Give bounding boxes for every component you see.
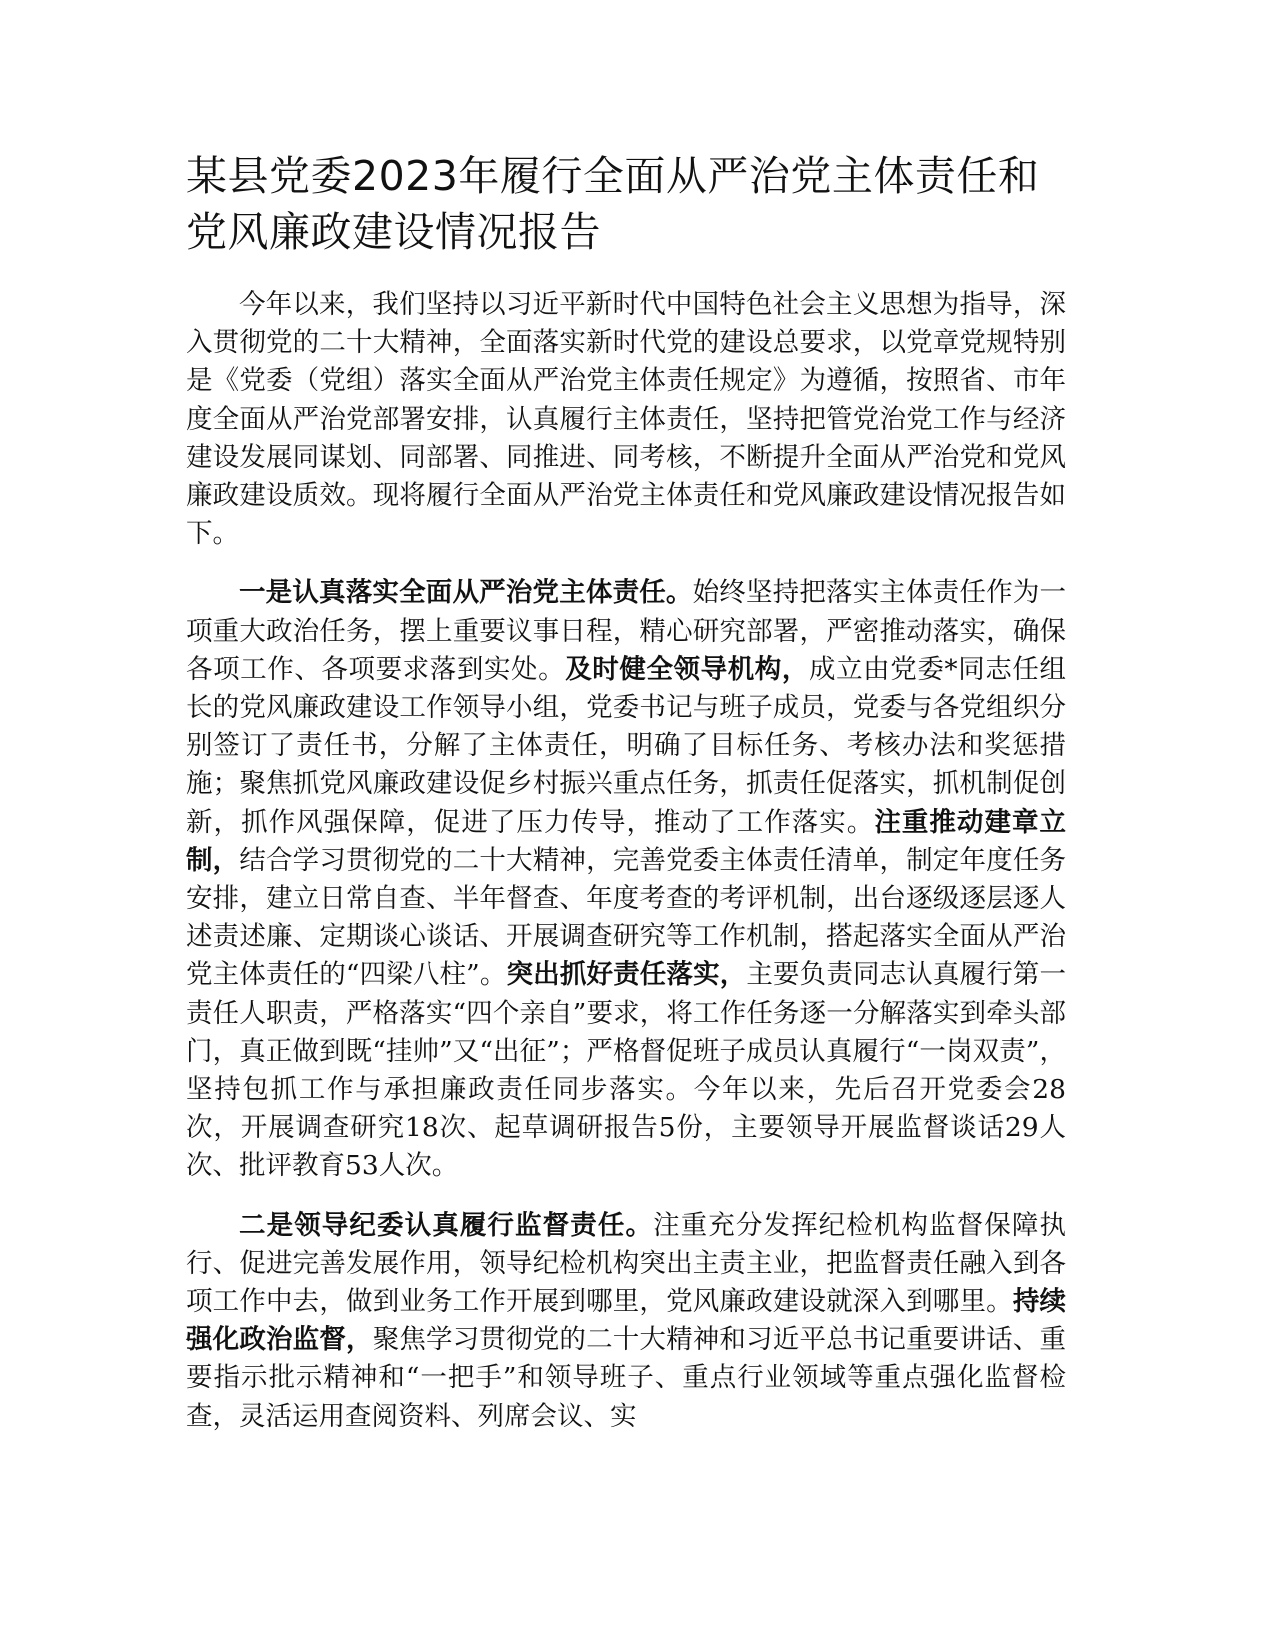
section-1-subheading-leadership: 及时健全领导机构， xyxy=(565,653,809,685)
section-2-supervision-text: 聚焦学习贯彻党的二十大精神和习近平总书记重要讲话、重要指示批示精神和“一把手”和领导班子、重点行业领域等重点强化监督检查，灵活运用查阅资料、列席会议、实 xyxy=(186,1324,1066,1432)
section-1-subheading-responsibility: 突出抓好责任落实， xyxy=(506,959,747,991)
section-2-text: 注重充分发挥纪检机构监督保障执行、促进完善发展作用，领导纪检机构突出主责主业，把监督责任融入到各项工作中去，做到业务工作开展到哪里，党风廉政建设就深入到哪里。 xyxy=(186,1209,1067,1318)
section-1-leadership-text: 成立由党委*同志任组长的党风廉政建设工作领导小组，党委书记与班子成员，党委与各党组织分别签订了责任书，分解了主体责任，明确了目标任务、考核办法和奖惩措施；聚焦抓党风廉政建设促乡村振兴重点任务，抓责任促落实，抓机制促创新，抓作风强保障，促进了压力传导，推动了工作落实。 xyxy=(186,653,1067,838)
section-1-paragraph xyxy=(186,574,1066,1185)
section-1-rules-text: 结合学习贯彻党的二十大精神，完善党委主体责任清单，制定年度任务安排，建立日常自查、半年督查、年度考查的考评机制，出台逐级逐层逐人述责述廉、定期谈心谈话、开展调查研究等工作机制，搭起落实全面从严治党主体责任的“四梁八柱”。 xyxy=(186,844,1066,991)
section-2-heading: 二是领导纪委认真履行监督责任。 xyxy=(239,1209,654,1241)
document-title: 某县党委2023年履行全面从严治党主体责任和党风廉政建设情况报告 xyxy=(186,152,1040,256)
section-1-heading: 一是认真落实全面从严治党主体责任。 xyxy=(239,577,693,609)
document-page xyxy=(186,148,1066,1436)
section-1-text: 始终坚持把落实主体责任作为一项重大政治任务，摆上重要议事日程，精心研究部署，严密推动落实，确保各项工作、各项要求落到实处。 xyxy=(186,577,1067,685)
section-1-subheading-rules: 注重推动建章立制， xyxy=(186,806,1067,876)
intro-paragraph: 今年以来，我们坚持以习近平新时代中国特色社会主义思想为指导，深入贯彻党的二十大精神，全面落实新时代党的建设总要求，以党章党规特别是《党委（党组）落实全面从严治党主体责任规定》为遵循，按照省、市年度全面从严治党部署安排，认真履行主体责任，坚持把管党治党工作与经济建设发展同谋划、同部署、同推进、同考核，不断提升全面从严治党和党风廉政建设质效。现将履行全面从严治党主体责任和党风廉政建设情况报告如下。 xyxy=(186,289,1066,550)
section-1-responsibility-text: 主要负责同志认真履行第一责任人职责，严格落实“四个亲自”要求，将工作任务逐一分解落实到牵头部门，真正做到既“挂帅”又“出征”；严格督促班子成员认真履行“一岗双责”，坚持包抓工作与承担廉政责任同步落实。今年以来，先后召开党委会28次，开展调查研究18次、起草调研报告5份，主要领导开展监督谈话29人次、批评教育53人次。 xyxy=(186,959,1067,1182)
section-2-paragraph xyxy=(186,1207,1066,1436)
section-2-subheading-supervision: 持续强化政治监督， xyxy=(186,1286,1066,1356)
